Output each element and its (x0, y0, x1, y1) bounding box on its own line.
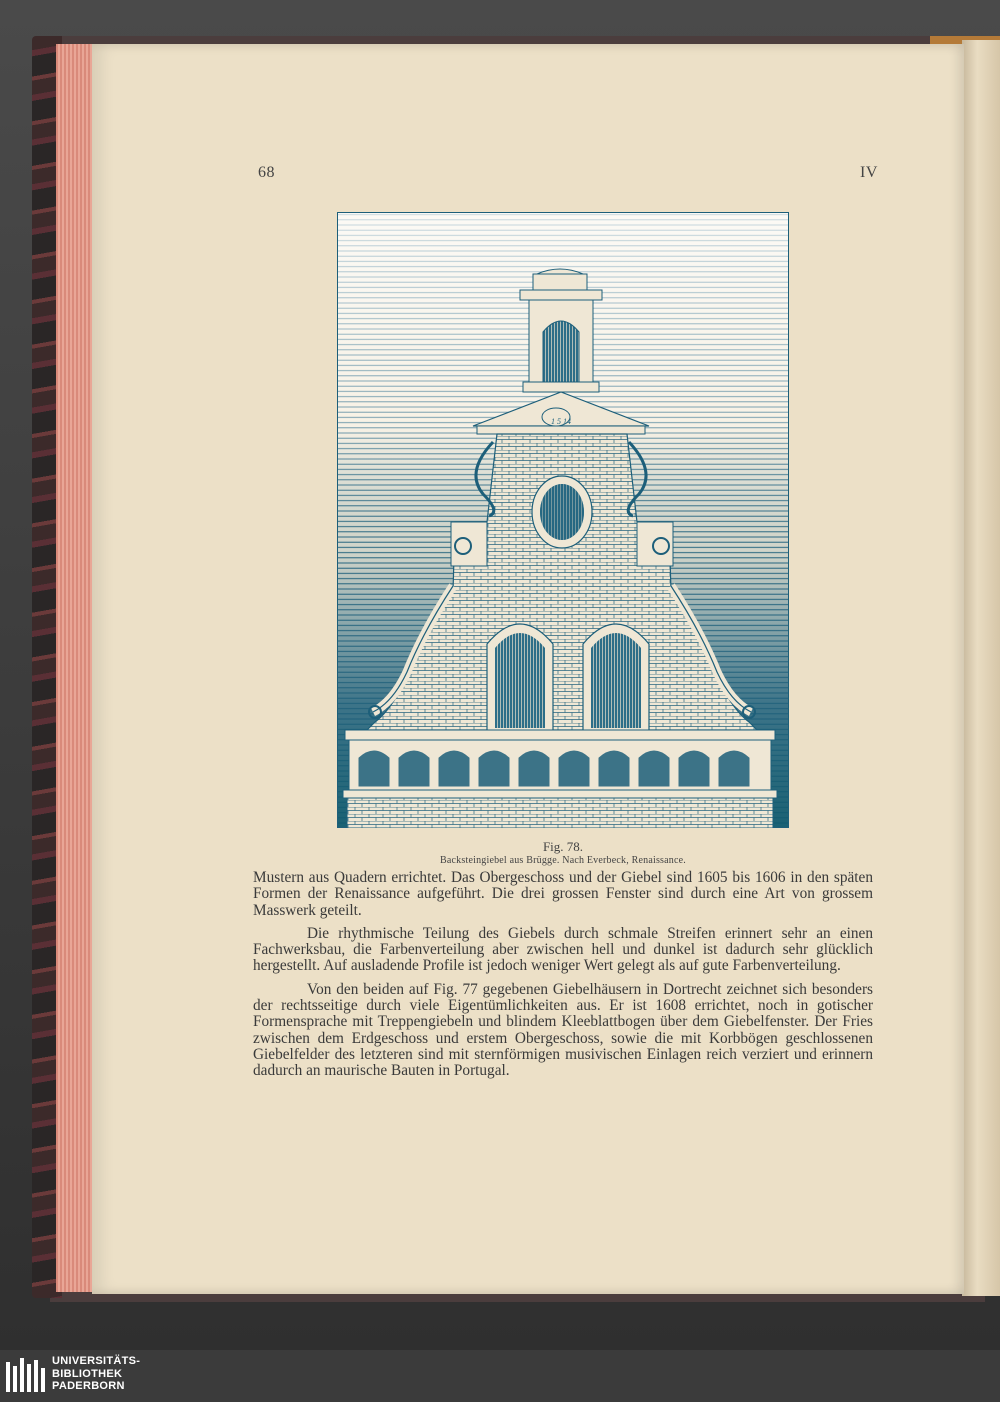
library-logo-text (52, 1355, 140, 1393)
paragraph: Die rhythmische Teilung des Giebels durch schmale Streifen erinnert sehr an einen Fachwerksbau, die Farbenverteilung aber zwischen hell und dunkel ist dadurch sehr glücklich hergestellt. Auf ausladende Profile ist jedoch weniger Wert gelegt als auf gute Farbenverteilung. (253, 924, 873, 975)
figure-caption: Backsteingiebel aus Brügge. Nach Everbeck, Renaissance. (440, 855, 686, 866)
paragraph: Von den beiden auf Fig. 77 gegebenen Giebelhäusern in Dortrecht zeichnet sich besonders der rechtsseitige durch viele Eigentümlichkeiten aus. Er ist 1608 errichtet, noch in gotischer Formensprache mit Treppengiebeln und blindem Kleeblattbogen über dem Giebelfenster. Der Fries zwischen dem Erdgeschoss und erstem Obergeschoss, sowie die mit Korbbögen geschlossenen Giebelfelder des letzteren sind mit sternförmigen musivischen Einlagen reich verziert und erinnern dadurch an maurische Bauten in Portugal. (253, 980, 873, 1080)
section-number: IV (860, 164, 878, 181)
gable-illustration (337, 212, 789, 828)
logo-line: PADERBORN (52, 1380, 125, 1392)
paragraph: Mustern aus Quadern errichtet. Das Obergeschoss und der Giebel sind 1605 bis 1606 in den späten Formen der Renaissance aufgeführt. Die drei grossen Fenster sind durch eine Art von grossem Masswerk geteilt. (253, 869, 873, 919)
logo-line: BIBLIOTHEK (52, 1367, 123, 1380)
facing-page-edge (962, 40, 1000, 1296)
logo-line: UNIVERSITÄTS- (52, 1355, 141, 1367)
footer-bar (0, 1350, 1000, 1402)
figure-label: Fig. 78. (542, 839, 584, 854)
library-logo-icon (6, 1356, 46, 1396)
gable-date-inscription: 1 5 14 (551, 417, 571, 426)
page-number: 68 (258, 164, 275, 181)
body-text (253, 870, 873, 1087)
